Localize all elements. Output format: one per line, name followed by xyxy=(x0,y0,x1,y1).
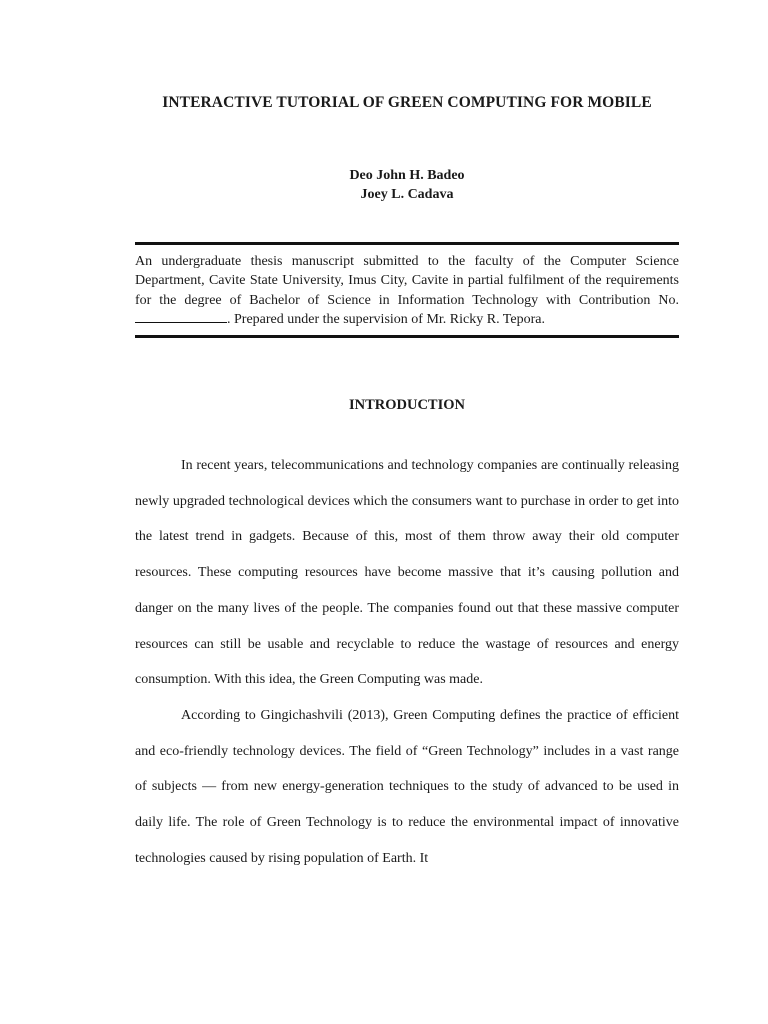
bottom-divider xyxy=(135,335,679,338)
body-text xyxy=(135,448,679,876)
author-name: Deo John H. Badeo xyxy=(349,168,465,183)
author-name: Joey L. Cadava xyxy=(360,187,454,202)
section-heading: INTRODUCTION xyxy=(348,397,465,413)
document-title: INTERACTIVE TUTORIAL OF GREEN COMPUTING FOR MOBILE xyxy=(162,94,652,111)
contribution-number-blank xyxy=(135,310,227,323)
abstract-text-end: . Prepared under the supervision of Mr. Ricky R. Tepora. xyxy=(227,311,545,327)
paragraph: According to Gingichashvili (2013), Green Computing defines the practice of efficient and eco-friendly technology devices. The field of “Green Technology” includes in a vast range of subjects — from new energy-generation techniques to the study of advanced to be used in daily life. The role of Green Technology is to reduce the environmental impact of innovative technologies caused by rising population of Earth. It xyxy=(135,707,679,866)
abstract-statement xyxy=(135,252,679,329)
abstract-text: An undergraduate thesis manuscript submitted to the faculty of the Computer Science Department, Cavite State University, Imus City, Cavite in partial fulfilment of the requirements for the degree of Bachelor of Science in Information Technology with Contribution No. xyxy=(135,254,679,308)
author-list xyxy=(0,166,768,204)
top-divider xyxy=(135,242,679,245)
paragraph: In recent years, telecommunications and technology companies are continually releasing newly upgraded technological devices which the consumers want to purchase in order to get into the latest trend in gadgets. Because of this, most of them throw away their old computer resources. These computing resources have become massive that it’s causing pollution and danger on the many lives of the people. The companies found out that these massive computer resources can still be usable and recyclable to reduce the wastage of resources and energy consumption. With this idea, the Green Computing was made. xyxy=(135,458,679,688)
